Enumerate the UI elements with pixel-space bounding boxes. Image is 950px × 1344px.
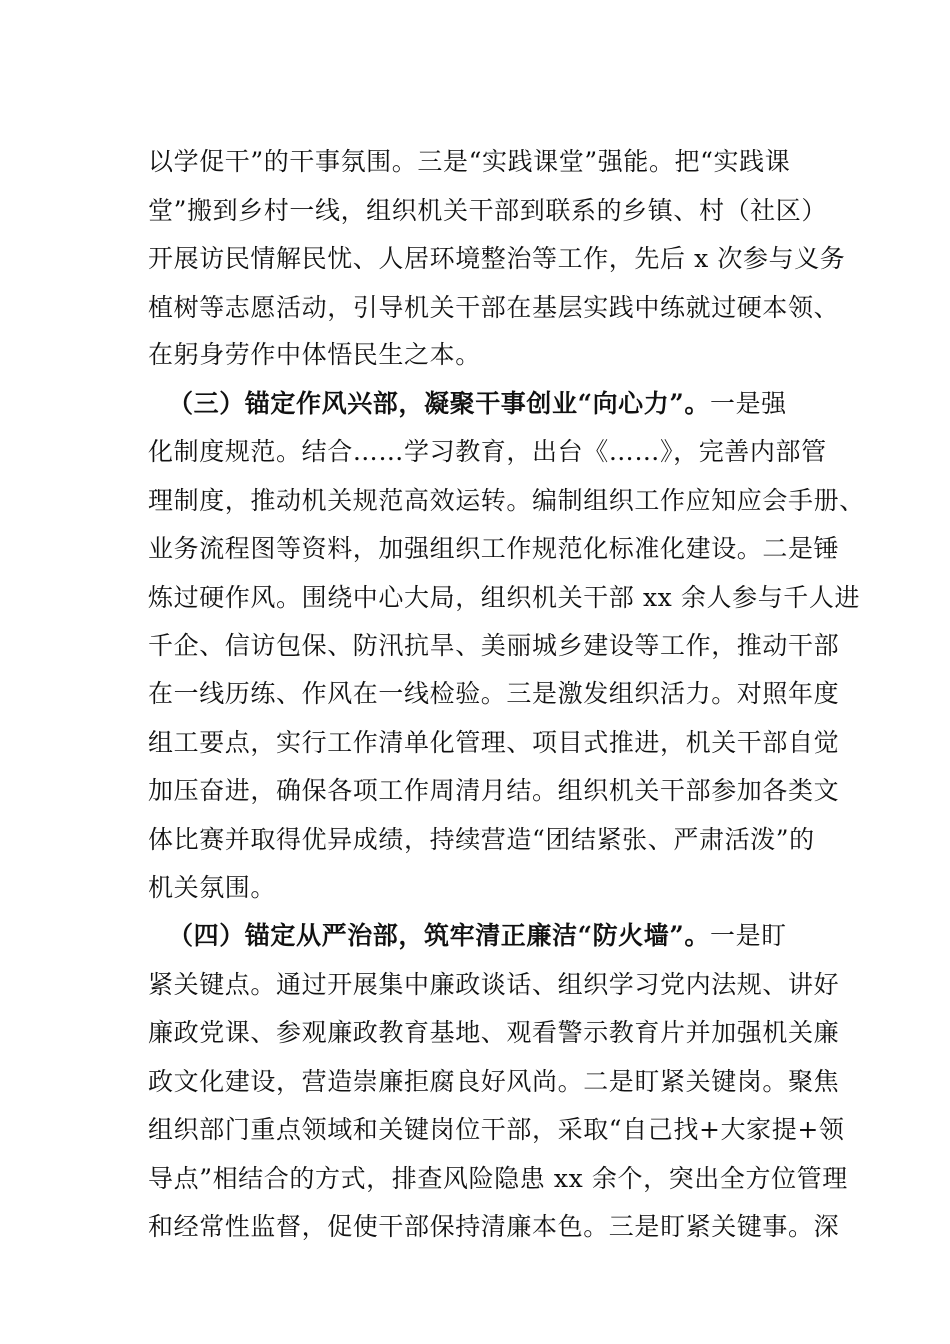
line-text: 政文化建设，营造崇廉拒腐良好风尚。二是盯紧关键岗。聚焦 (148, 1067, 840, 1096)
line-text: 以学促干”的干事氛围。三是“实践课堂”强能。把“实践课 (148, 147, 791, 176)
text-line (148, 139, 790, 185)
text-line (148, 962, 839, 1008)
line-text: 理制度，推动机关规范高效运转。编制组织工作应知应会手册、 (148, 486, 865, 515)
line-text: 炼过硬作风。围绕中心大局，组织机关干部 xx 余人参与千人进 (148, 583, 861, 612)
text-line (148, 285, 839, 331)
line-text: 在躬身劳作中体悟民生之本。 (148, 340, 481, 369)
line-text: 在一线历练、作风在一线检验。三是激发组织活力。对照年度 (148, 679, 840, 708)
text-line (148, 236, 845, 282)
line-text: 和经常性监督，促使干部保持清廉本色。三是盯紧关键事。深 (148, 1212, 840, 1241)
line-text: 加压奋进，确保各项工作周清月结。组织机关干部参加各类文 (148, 776, 840, 805)
line-text: 植树等志愿活动，引导机关干部在基层实践中练就过硬本领、 (148, 293, 840, 322)
line-text: 一是盯 (709, 921, 787, 950)
text-line (148, 768, 839, 814)
text-line (148, 429, 827, 475)
text-line (148, 623, 839, 669)
text-line (148, 720, 839, 766)
line-text: 紧关键点。通过开展集中廉政谈话、组织学习党内法规、讲好 (148, 970, 840, 999)
text-line (148, 1204, 839, 1250)
line-text: 化制度规范。结合……学习教育，出台《……》，完善内部管 (148, 437, 827, 466)
line-text: 千企、信访包保、防汛抗旱、美丽城乡建设等工作，推动干部 (148, 631, 840, 660)
section-heading: （三）锚定作风兴部，凝聚干事创业“向心力”。 (168, 389, 710, 418)
line-text: 组工要点，实行工作清单化管理、项目式推进，机关干部自觉 (148, 728, 840, 757)
text-line (148, 478, 865, 524)
line-text: 机关氛围。 (148, 873, 277, 902)
text-line (148, 188, 827, 234)
text-line (148, 865, 276, 911)
text-line (148, 1059, 839, 1105)
text-line (148, 1156, 848, 1202)
text-line (148, 1107, 844, 1153)
text-line (148, 526, 839, 572)
section-heading-line (168, 381, 787, 427)
text-line (148, 1010, 839, 1056)
section-heading-line (168, 913, 787, 959)
text-line (148, 575, 860, 621)
text-line (148, 332, 481, 378)
line-text: 导点”相结合的方式，排查风险隐患 xx 余个，突出全方位管理 (148, 1164, 848, 1193)
line-text: 堂”搬到乡村一线，组织机关干部到联系的乡镇、村（社区） (148, 196, 827, 225)
text-line (148, 671, 839, 717)
line-text: 一是强 (709, 389, 787, 418)
section-heading: （四）锚定从严治部，筑牢清正廉洁“防火墙”。 (168, 921, 710, 950)
line-text: 廉政党课、参观廉政教育基地、观看警示教育片并加强机关廉 (148, 1018, 840, 1047)
line-text: 体比赛并取得优异成绩，持续营造“团结紧张、严肃活泼”的 (148, 825, 815, 854)
line-text: 业务流程图等资料，加强组织工作规范化标准化建设。二是锤 (148, 534, 840, 563)
line-text: 开展访民情解民忧、人居环境整治等工作，先后 x 次参与义务 (148, 244, 846, 273)
line-text: 组织部门重点领域和关键岗位干部，采取“自己找+大家提+领 (148, 1115, 845, 1144)
text-line (148, 817, 815, 863)
